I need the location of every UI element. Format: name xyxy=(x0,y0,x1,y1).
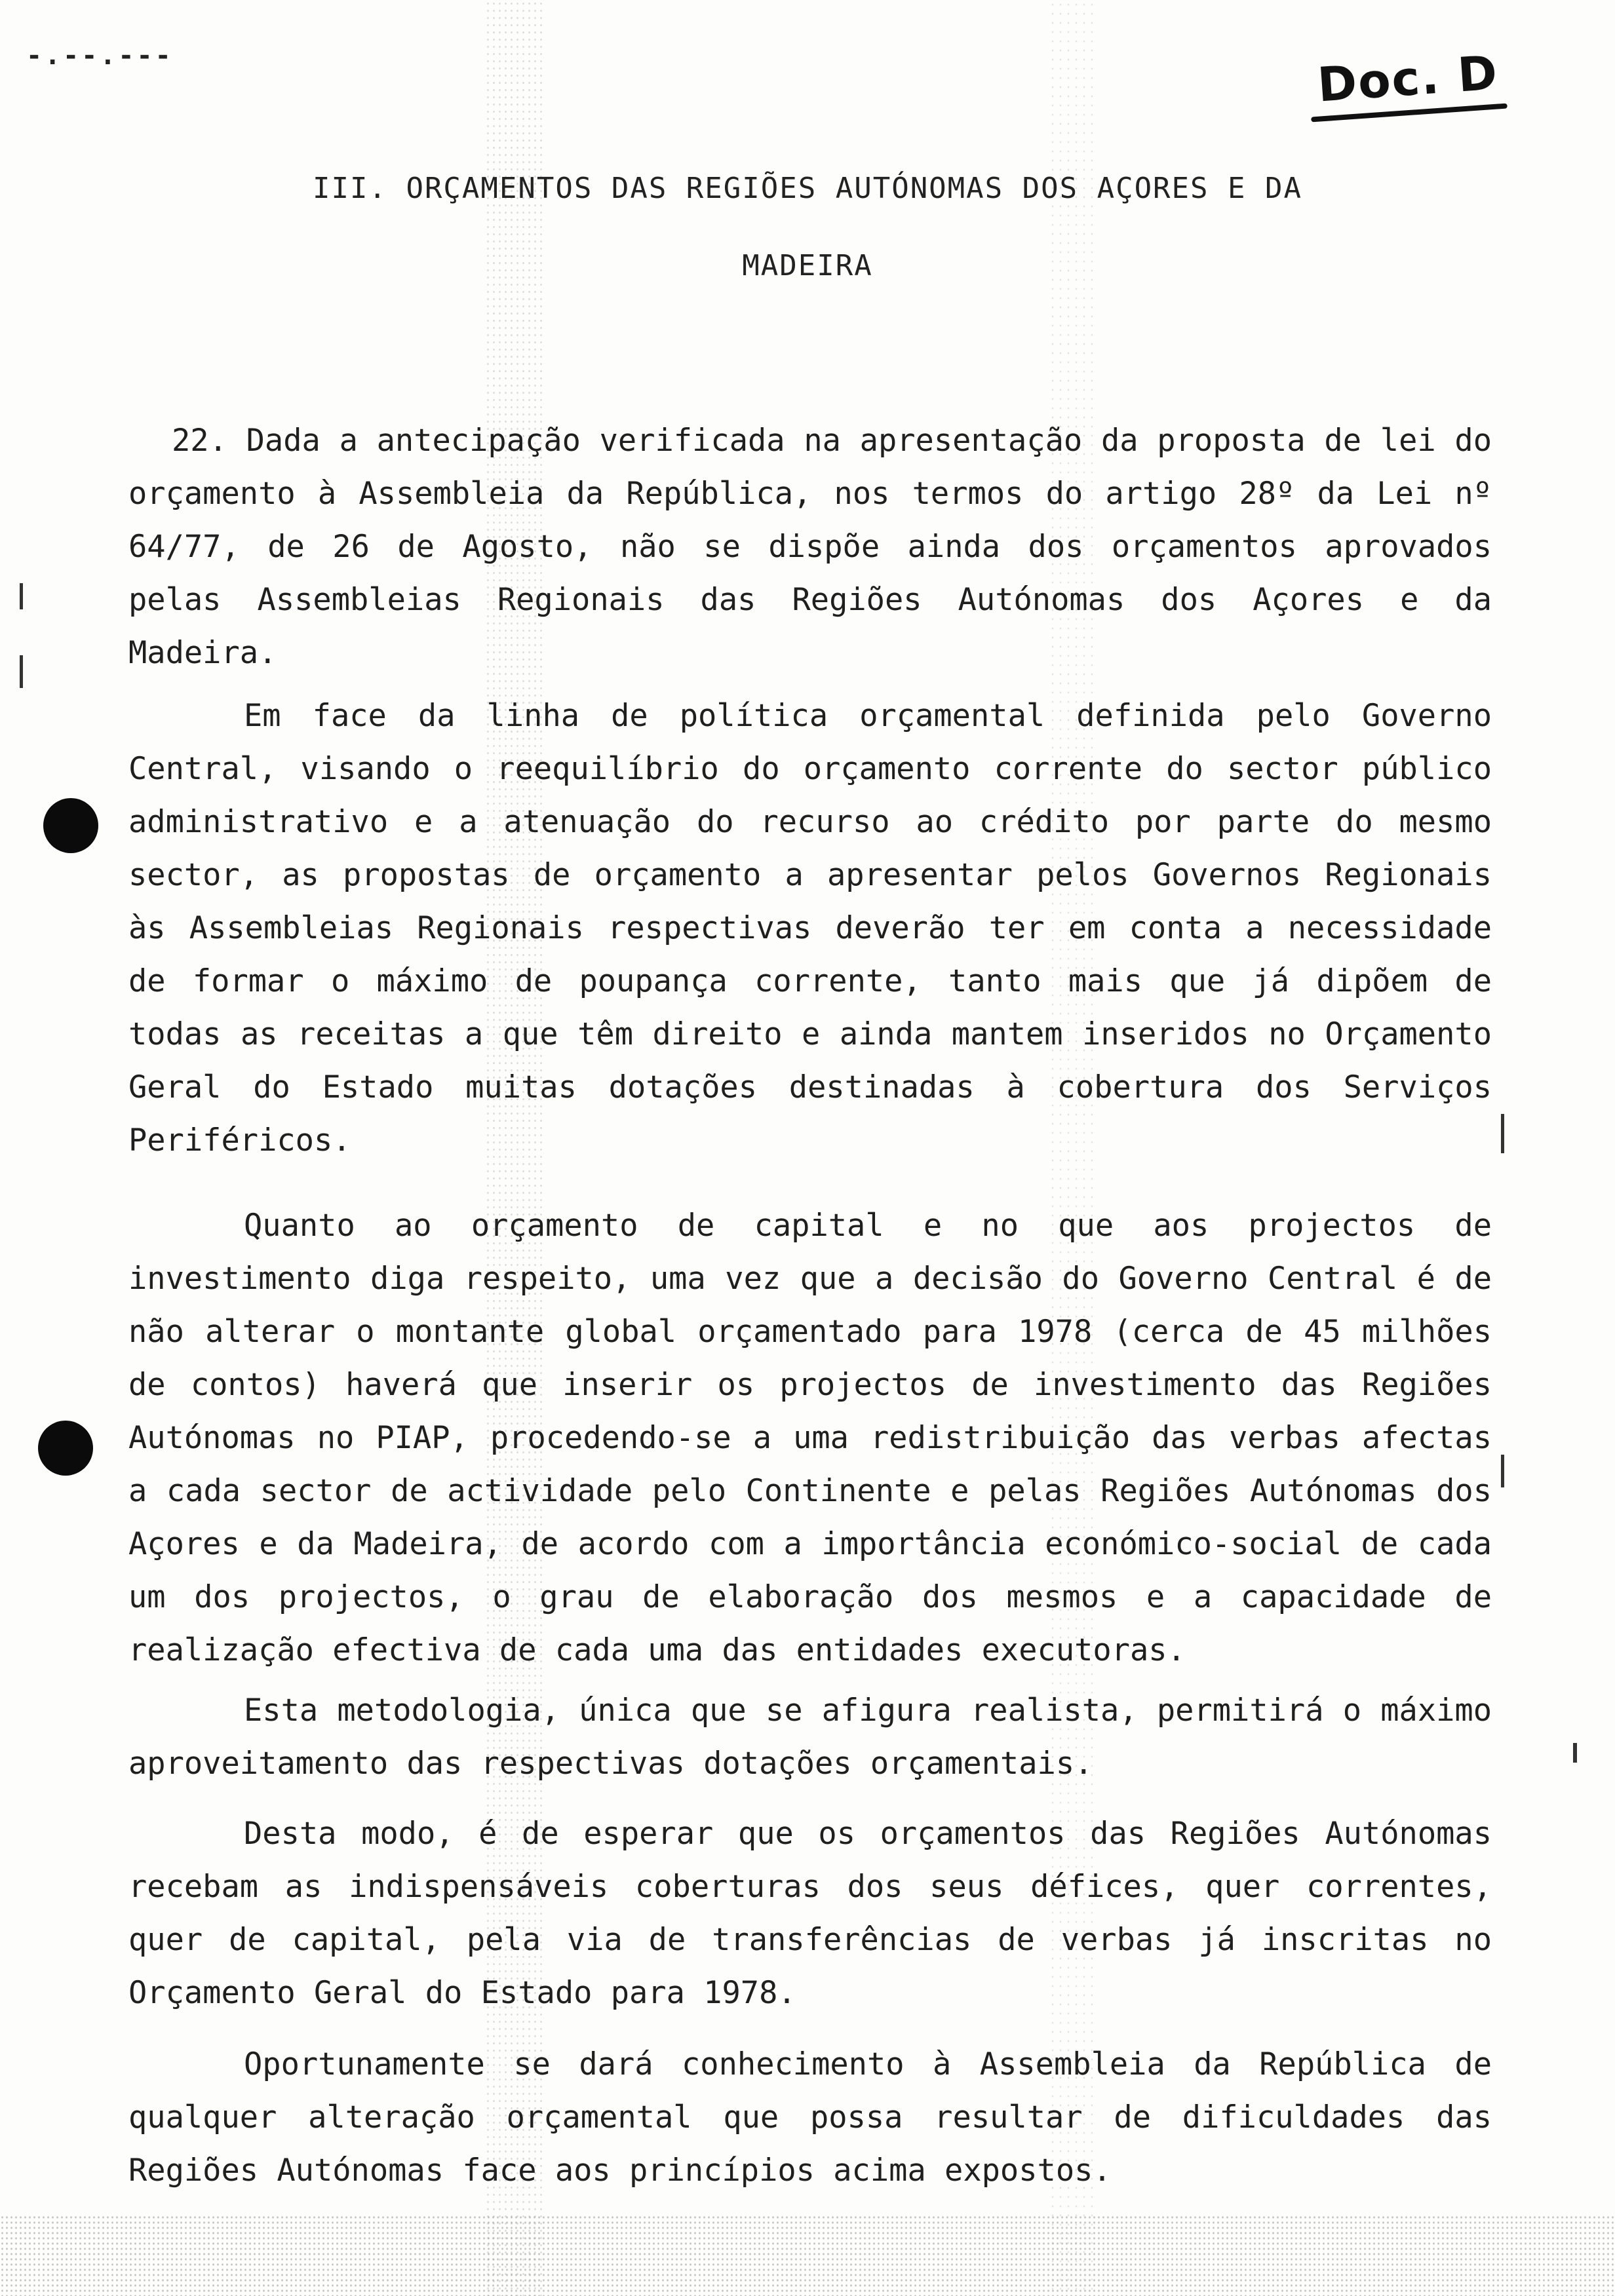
top-left-mark: -.--.-‑- xyxy=(26,41,174,71)
paragraph-22: 22. Dada a antecipação verificada na apresentação da proposta de lei do orçamento à Assembleia da República, nos termos do artigo 28º da Lei nº 64/77, de 26 de Agosto, não se dispõe ainda dos orçamentos aprovados pelas Assembleias Regionais das Regiões Autónomas dos Açores e da Madeira. xyxy=(128,423,1492,671)
margin-mark xyxy=(20,583,23,609)
doc-label: Doc. D xyxy=(1315,45,1500,113)
margin-mark xyxy=(20,655,23,688)
paragraph-methodology: Esta metodologia, única que se afigura realista, permitirá o máximo aproveitamento das respectivas dotações orçamentais. xyxy=(128,1693,1492,1782)
scan-noise-bottom xyxy=(0,2215,1615,2296)
margin-mark xyxy=(1573,1743,1577,1763)
punch-hole xyxy=(38,1421,93,1476)
section-title: III. ORÇAMENTOS DAS REGIÕES AUTÓNOMAS DOS AÇORES E DA xyxy=(313,172,1302,205)
paragraph-notification: Oportunamente se dará conhecimento à Assembleia da República de qualquer alteração orçamental que possa resultar de dificuldades das Regiões Autónomas face aos princípios acima expostos. xyxy=(128,2046,1492,2189)
punch-hole xyxy=(43,798,98,853)
section-title-continuation: MADEIRA xyxy=(742,249,873,282)
paragraph-expected-coverage: Desta modo, é de esperar que os orçamentos das Regiões Autónomas recebam as indispensáveis coberturas dos seus défices, quer correntes, quer de capital, pela via de transferências de verbas já inscritas no Orçamento Geral do Estado para 1978. xyxy=(128,1816,1492,2011)
paragraph-budget-policy: Em face da linha de política orçamental definida pelo Governo Central, visando o reequilíbrio do orçamento corrente do sector público administrativo e a atenuação do recurso ao crédito por parte do mesmo sector, as propostas de orçamento a apresentar pelos Governos Regionais às Assembleias Regionais respectivas deverão ter em conta a necessidade de formar o máximo de poupança corrente, tanto mais que já dipõem de todas as receitas a que têm direito e ainda mantem inseridos no Orçamento Geral do Estado muitas dotações destinadas à cobertura dos Serviços Periféricos. xyxy=(128,698,1492,1158)
paragraph-capital-budget: Quanto ao orçamento de capital e no que aos projectos de investimento diga respeito, uma vez que a decisão do Governo Central é de não alterar o montante global orçamentado para 1978 (cerca de 45 milhões de contos) haverá que inserir os projectos de investimento das Regiões Autónomas no PIAP, procedendo-se a uma redistribuição das verbas afectas a cada sector de actividade pelo Continente e pelas Regiões Autónomas dos Açores e da Madeira, de acordo com a importância económico-social de cada um dos projectos, o grau de elaboração dos mesmos e a capacidade de realização efectiva de cada uma das entidades executoras. xyxy=(128,1208,1492,1668)
margin-mark xyxy=(1501,1455,1504,1487)
margin-mark xyxy=(1501,1114,1504,1153)
